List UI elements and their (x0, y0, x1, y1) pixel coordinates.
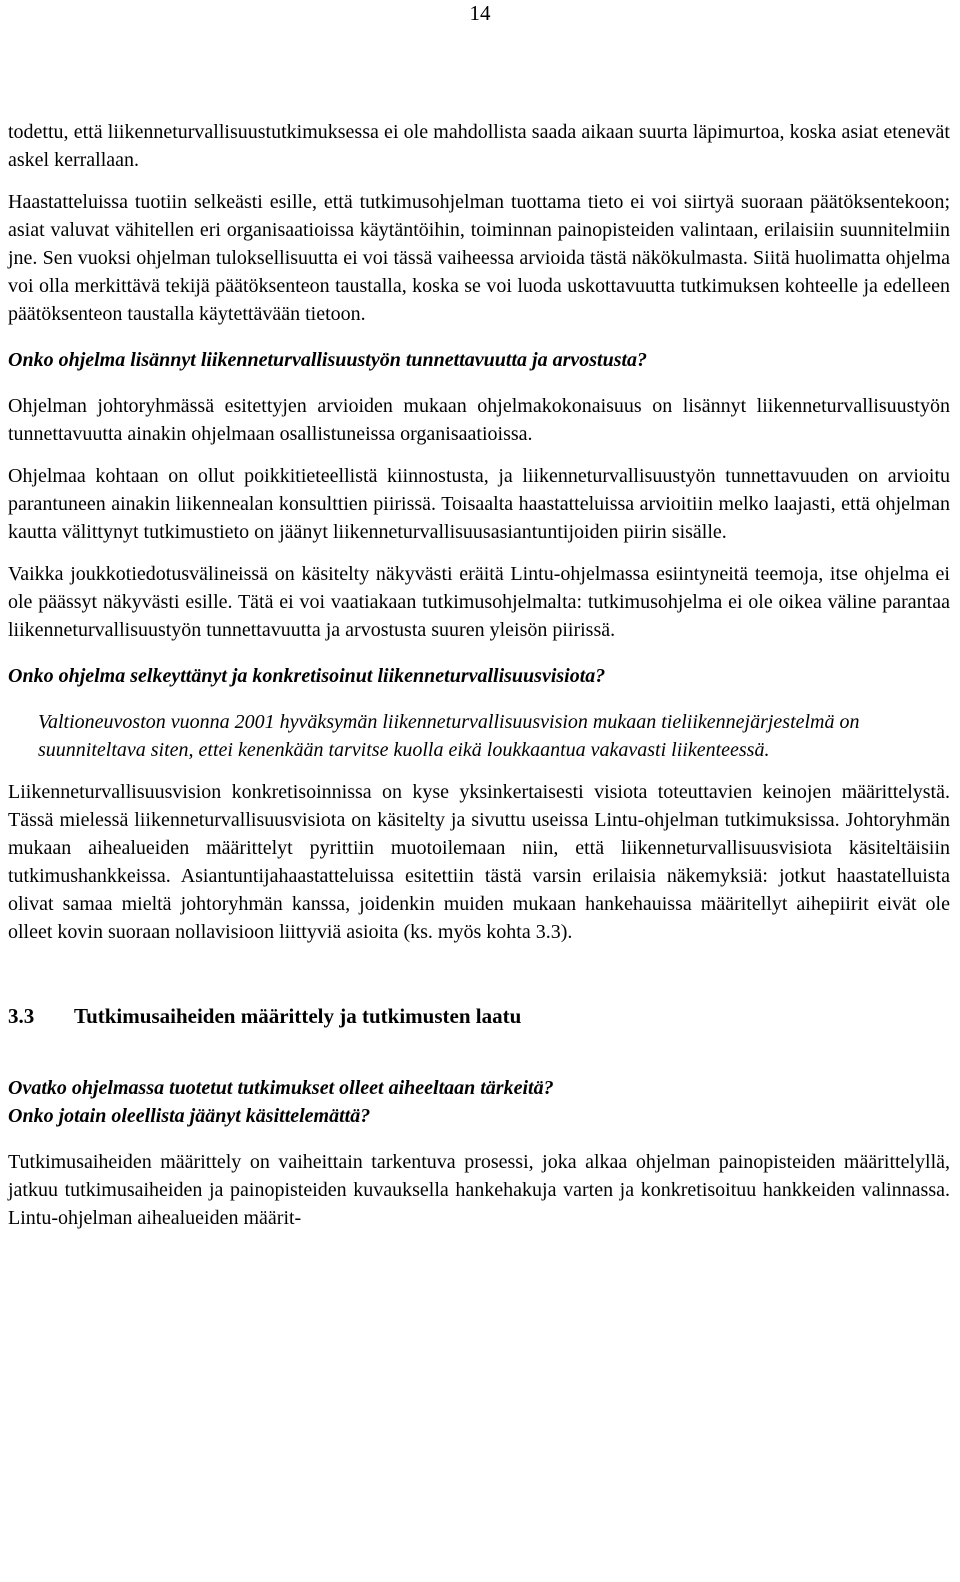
paragraph-3: Ohjelman johtoryhmässä esitettyjen arvioiden mukaan ohjelmakokonaisuus on lisännyt liikenneturvallisuustyön tunnettavuutta ainakin ohjelmaan osallistuneissa organisaatioissa. (8, 395, 950, 445)
question-heading-3: Ovatko ohjelmassa tuotetut tutkimukset olleet aiheeltaan tärkeitä? (8, 1077, 554, 1099)
section-number: 3.3 (8, 1004, 35, 1028)
question-block (8, 1074, 950, 1130)
paragraph-7: Tutkimusaiheiden määrittely on vaiheittain tarkentuva prosessi, joka alkaa ohjelman painopisteiden määrittelyllä, jatkuu tutkimusaiheiden ja painopisteiden kuvauksella hankehakuja varten ja konkretisoituu hankkeiden valinnassa. Lintu-ohjelman aihealueiden määrit- (8, 1151, 950, 1229)
document-body (8, 118, 950, 1232)
vision-quote: Valtioneuvoston vuonna 2001 hyväksymän liikenneturvallisuusvision mukaan tieliikennejärjestelmä on suunniteltava siten, ettei kenenkään tarvitse kuolla eikä loukkaantua vakavasti liikenteessä. (38, 711, 860, 761)
question-heading-4: Onko jotain oleellista jäänyt käsittelemättä? (8, 1105, 371, 1127)
paragraph-2: Haastatteluissa tuotiin selkeästi esille, että tutkimusohjelman tuottama tieto ei voi siirtyä suoraan päätöksentekoon; asiat valuvat vähitellen eri organisaatioissa käytäntöihin, toiminnan painopisteiden valintaan, erilaisiin suunnitelmiin jne. Sen vuoksi ohjelman tuloksellisuutta ei voi tässä vaiheessa arvioida tästä näkökulmasta. Siitä huolimatta ohjelma voi olla merkittävä tekijä päätöksenteon taustalla, koska se voi luoda uskottavuutta tutkimuksen kohteelle ja edelleen päätöksenteon taustalla käytettävään tietoon. (8, 191, 950, 325)
section-heading (8, 1002, 950, 1030)
paragraph-5: Vaikka joukkotiedotusvälineissä on käsitelty näkyvästi eräitä Lintu-ohjelmassa esiintyneitä teemoja, itse ohjelma ei ole päässyt näkyvästi esille. Tätä ei voi vaatiakaan tutkimusohjelmalta: tutkimusohjelma ei ole oikea väline parantaa liikenneturvallisuustyön tunnettavuutta ja arvostusta suuren yleisön piirissä. (8, 563, 950, 641)
section-title: Tutkimusaiheiden määrittely ja tutkimusten laatu (74, 1004, 522, 1028)
paragraph-6: Liikenneturvallisuusvision konkretisoinnissa on kyse yksinkertaisesti visiota toteuttavien keinojen määrittelystä. Tässä mielessä liikenneturvallisuusvisiota on käsitelty ja sivuttu useissa Lintu-ohjelman tutkimuksissa. Johtoryhmän mukaan aihealueiden määrittelyt pyrittiin muotoilemaan niin, että liikenneturvallisuusvisiota käsiteltäisiin tutkimushankkeissa. Asiantuntijahaastatteluissa esitettiin tästä varsin erilaisia näkemyksiä: jotkut haastatelluista olivat samaa mieltä johtoryhmän kanssa, joidenkin muiden mukaan hankehauissa määritellyt aihepiirit eivät ole olleet kovin suoraan nollavisioon liittyviä asioita (ks. myös kohta 3.3). (8, 781, 950, 943)
page-number: 14 (469, 1, 491, 25)
paragraph-4: Ohjelmaa kohtaan on ollut poikkitieteellistä kiinnostusta, ja liikenneturvallisuustyön tunnettavuuden on arvioitu parantuneen ainakin liikennealan konsulttien piirissä. Toisaalta haastatteluissa arvioitiin melko laajasti, että ohjelman kautta välittynyt tutkimustieto on jäänyt liikenneturvallisuusasiantuntijoiden piirin sisälle. (8, 465, 950, 543)
question-heading-2: Onko ohjelma selkeyttänyt ja konkretisoinut liikenneturvallisuusvisiota? (8, 665, 606, 687)
question-heading-1: Onko ohjelma lisännyt liikenneturvallisuustyön tunnettavuutta ja arvostusta? (8, 349, 648, 371)
paragraph-1: todettu, että liikenneturvallisuustutkimuksessa ei ole mahdollista saada aikaan suurta läpimurtoa, koska asiat etenevät askel kerrallaan. (8, 121, 950, 171)
